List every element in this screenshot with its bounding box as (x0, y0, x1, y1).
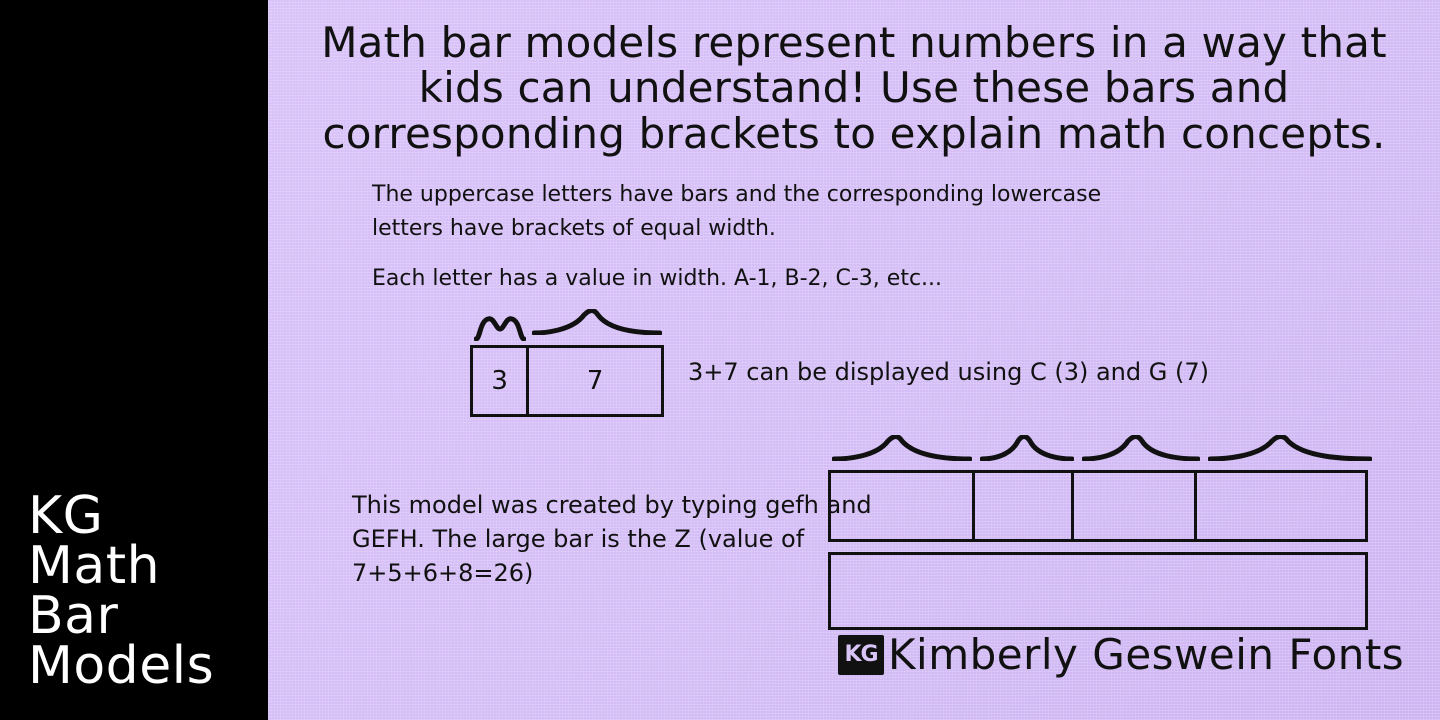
bar-row-small (470, 345, 664, 417)
brand-line-4: Models (28, 636, 215, 697)
bar-row-large (828, 470, 1368, 542)
bar-cell-f-large (1074, 473, 1197, 539)
brace-icon-c (474, 315, 526, 341)
bar-cell-g: 7 (586, 366, 604, 396)
bar-cell-c: 3 (473, 348, 529, 414)
brand-line-2: Math (28, 536, 161, 597)
bar-model-small (470, 305, 670, 425)
brand-title (28, 486, 215, 697)
small-model-caption: 3+7 can be displayed using C (3) and G (7) (688, 358, 1209, 386)
page-title: Math bar models represent numbers in a way that kids can understand! Use these bars and corresponding brackets to explain math concepts. (321, 18, 1387, 158)
bar-cell-g-large (831, 473, 975, 539)
bar-total-z (828, 552, 1368, 630)
description-paragraph-1: The uppercase letters have bars and the corresponding lowercase letters have brackets of equal width. (372, 182, 1102, 242)
footer-credit (838, 630, 1404, 679)
brace-icon-h-large (1208, 435, 1372, 461)
description-paragraph-2: Each letter has a value in width. A-1, B-2, C-3, etc... (372, 266, 943, 291)
kg-logo-icon: KG (838, 635, 884, 675)
footer-text: Kimberly Geswein Fonts (888, 630, 1405, 679)
brand-line-3: Bar (28, 586, 119, 647)
content-panel (268, 0, 1440, 720)
brace-icon-g-large (832, 435, 972, 461)
brace-icon-e-large (980, 435, 1074, 461)
bar-cell-e-large (975, 473, 1074, 539)
brace-icon-f-large (1082, 435, 1200, 461)
brace-icon-g (532, 309, 662, 335)
description-paragraph-3: This model was created by typing gefh and GEFH. The large bar is the Z (value of 7+5+6+8=26) (352, 491, 872, 588)
left-brand-panel (0, 0, 268, 720)
bar-cell-h-large (1197, 473, 1365, 539)
brand-line-1: KG (28, 486, 104, 547)
bar-model-large (828, 415, 1373, 625)
